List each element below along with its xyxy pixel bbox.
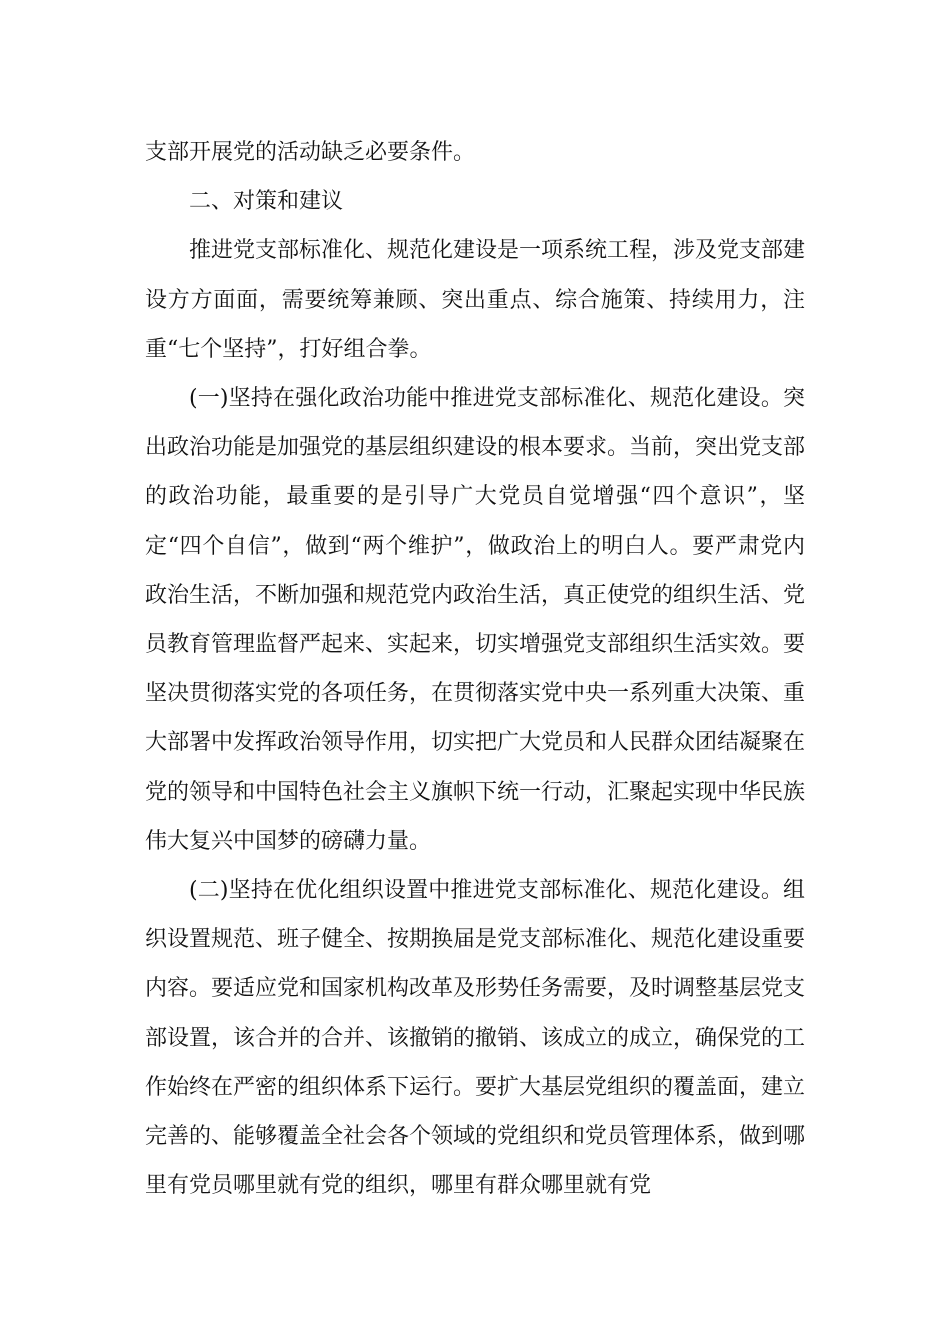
paragraph-continuation: 支部开展党的活动缺乏必要条件。 xyxy=(145,140,476,165)
paragraph-intro: 推进党支部标准化、规范化建设是一项系统工程，涉及党支部建设方方面面，需要统筹兼顾、突出重点、综合施策、持续用力，注重“七个坚持”，打好组合拳。 xyxy=(145,238,806,362)
paragraph-point-two: (二)坚持在优化组织设置中推进党支部标准化、规范化建设。组织设置规范、班子健全、按期换届是党支部标准化、规范化建设重要内容。要适应党和国家机构改革及形势任务需要，及时调整基层党支部设置，该合并的合并、该撤销的撤销、该成立的成立，确保党的工作始终在严密的组织体系下运行。要扩大基层党组织的覆盖面，建立完善的、能够覆盖全社会各个领域的党组织和党员管理体系，做到哪里有党员哪里就有党的组织，哪里有群众哪里就有党 xyxy=(145,878,806,1199)
paragraph-point-one: (一)坚持在强化政治功能中推进党支部标准化、规范化建设。突出政治功能是加强党的基层组织建设的根本要求。当前，突出党支部的政治功能，最重要的是引导广大党员自觉增强“四个意识”，坚定“四个自信”，做到“两个维护”，做政治上的明白人。要严肃党内政治生活，不断加强和规范党内政治生活，真正使党的组织生活、党员教育管理监督严起来、实起来，切实增强党支部组织生活实效。要坚决贯彻落实党的各项任务，在贯彻落实党中央一系列重大决策、重大部署中发挥政治领导作用，切实把广大党员和人民群众团结凝聚在党的领导和中国特色社会主义旗帜下统一行动，汇聚起实现中华民族伟大复兴中国梦的磅礴力量。 xyxy=(145,386,806,854)
section-heading: 二、对策和建议 xyxy=(189,189,344,215)
document-body xyxy=(145,128,805,1210)
